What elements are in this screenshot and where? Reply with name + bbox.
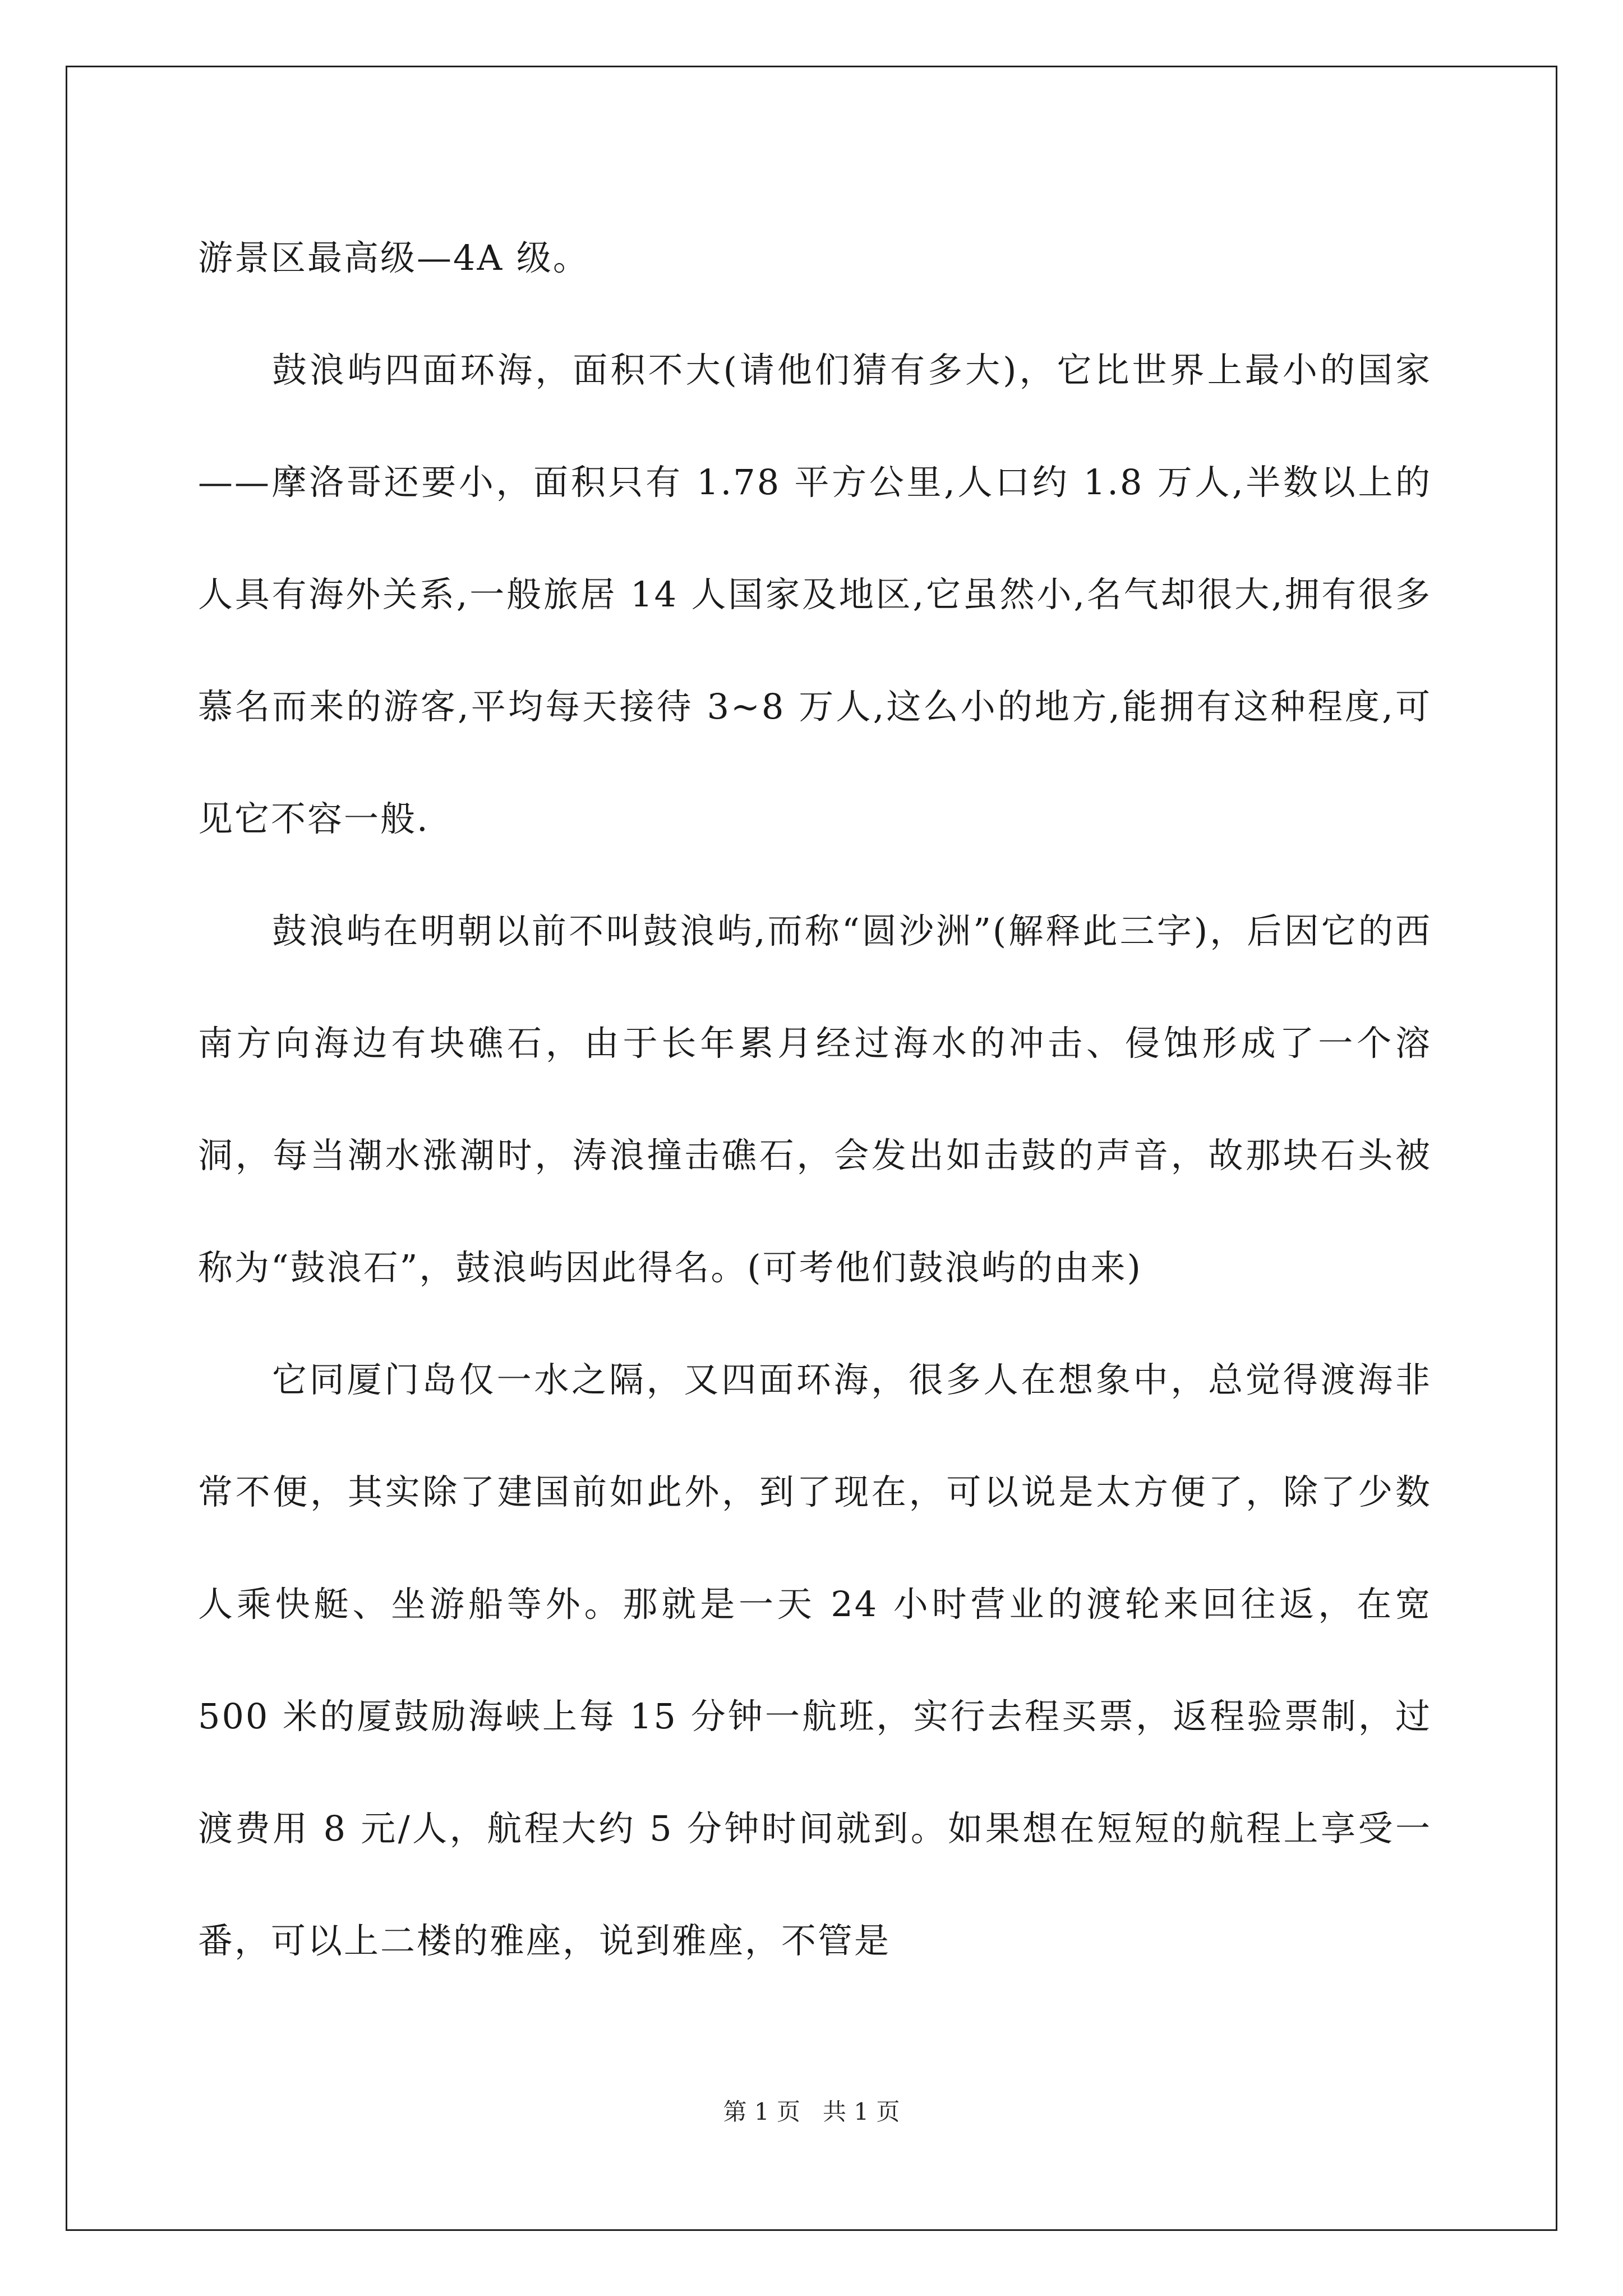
page-number: 第 1 页: [723, 2098, 800, 2125]
paragraph-3: 鼓浪屿在明朝以前不叫鼓浪屿,而称“圆沙洲”(解释此三字)，后因它的西南方向海边有块礁石，由于长年累月经过海水的冲击、侵蚀形成了一个溶洞，每当潮水涨潮时，涛浪撞击礁石，会发出如击鼓的声音，故那块石头被称为“鼓浪石”，鼓浪屿因此得名。(可考他们鼓浪屿的由来): [198, 910, 1432, 1288]
page-total: 共 1 页: [823, 2098, 900, 2125]
paragraph-4: 它同厦门岛仅一水之隔，又四面环海，很多人在想象中，总觉得渡海非常不便，其实除了建国前如此外，到了现在，可以说是太方便了，除了少数人乘快艇、坐游船等外。那就是一天 24 小时营业的渡轮来回往返，在宽 500 米的厦鼓励海峡上每 15 分钟一航班，实行去程买票，返程验票制，过渡费用 8 元/人，航程大约 5 分钟时间就到。如果想在短短的航程上享受一番，可以上二楼的雅座，说到雅座，不管是: [198, 1359, 1432, 1961]
paragraph-1: 游景区最高级—4A 级。: [198, 237, 589, 278]
paragraph-2: 鼓浪屿四面环海，面积不大(请他们猜有多大)，它比世界上最小的国家——摩洛哥还要小，面积只有 1.78 平方公里,人口约 1.8 万人,半数以上的人具有海外关系,一般旅居 14 人国家及地区,它虽然小,名气却很大,拥有很多慕名而来的游客,平均每天接待 3~8 万人,这么小的地方,能拥有这种程度,可见它不容一般.: [198, 349, 1432, 839]
page-footer: [0, 2095, 1623, 2129]
document-body: [198, 202, 1432, 1997]
